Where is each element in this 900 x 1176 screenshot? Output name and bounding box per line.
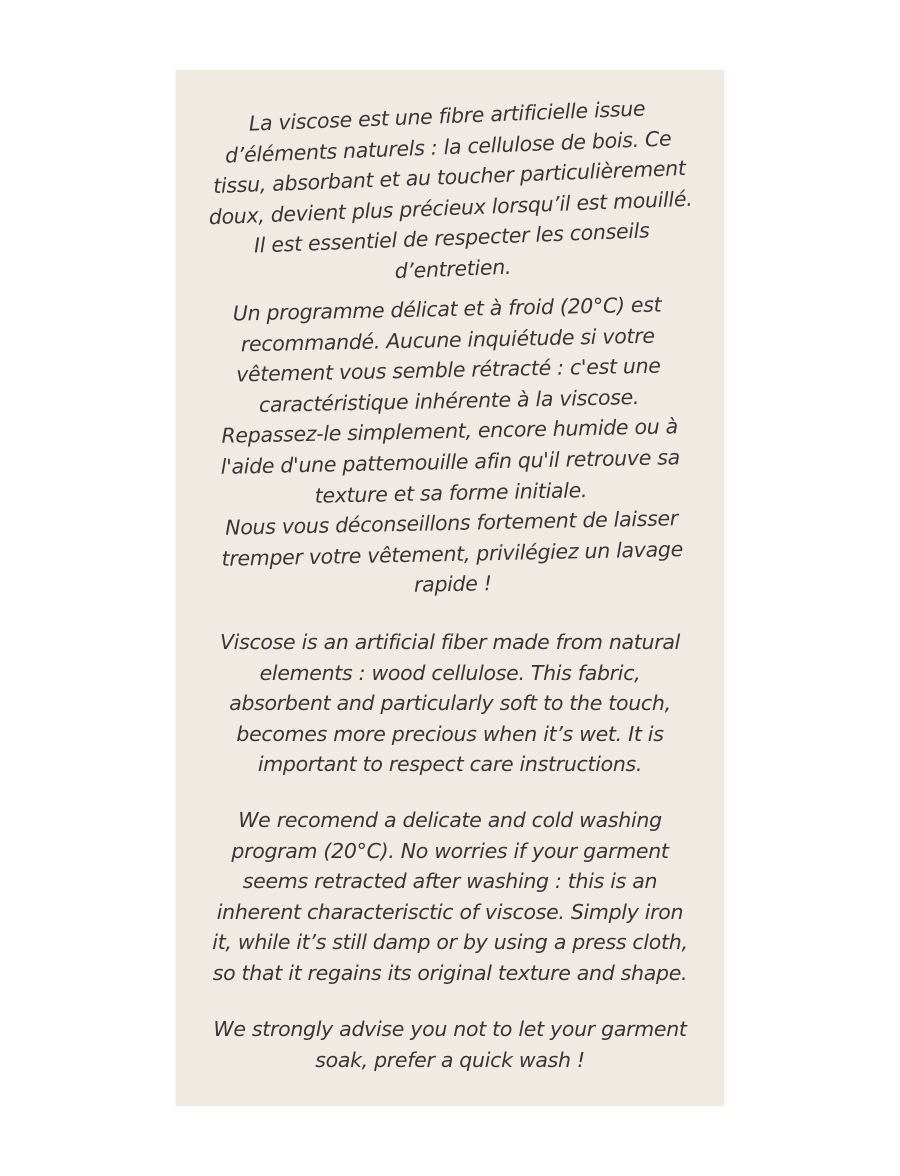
text-line: doux, devient plus précieux lorsqu’il est mouillé. (208, 186, 693, 230)
text-line: program (20°C). No worries if your garment (231, 838, 669, 863)
text-line: becomes more precious when it’s wet. It is (236, 721, 664, 746)
text-line: vêtement vous semble rétracté : c'est une (235, 353, 661, 387)
english-advice-paragraph (196, 1014, 704, 1075)
text-line: texture et sa forme initiale. (314, 477, 588, 508)
text-line: rapide ! (413, 571, 492, 598)
text-line: tremper votre vêtement, privilégiez un lavage (221, 536, 684, 571)
text-line: recommandé. Aucune inquiétude si votre (240, 323, 655, 356)
text-line: We strongly advise you not to let your garment (213, 1017, 687, 1041)
text-line: absorbent and particularly soft to the touch, (229, 691, 671, 716)
text-line: Il est essentiel de respecter les conseils (253, 218, 650, 258)
text-line: caractéristique inhérente à la viscose. (258, 384, 640, 417)
english-intro-paragraph (196, 627, 704, 780)
text-line: elements : wood cellulose. This fabric, (259, 660, 641, 685)
text-line: Repassez-le simplement, encore humide ou à (221, 414, 679, 449)
text-line: Viscose is an artificial fiber made from natural (219, 630, 681, 654)
text-line: Nous vous déconseillons fortement de laisser (225, 506, 679, 540)
text-line: it, while it’s still damp or by using a press cloth, (212, 930, 688, 955)
text-line: We recomend a delicate and cold washing (238, 808, 662, 832)
text-line: important to respect care instructions. (257, 752, 643, 777)
text-line: soak, prefer a quick wash ! (315, 1047, 585, 1072)
text-line: seems retracted after washing : this is an (242, 869, 658, 894)
text-line: tissu, absorbant et au toucher particulièrement (212, 156, 687, 199)
text-line: d’entretien. (394, 254, 512, 284)
text-line: d’éléments naturels : la cellulose de bois. Ce (224, 126, 672, 168)
text-line: inherent characterisctic of viscose. Simply iron (216, 899, 684, 924)
text-line: Un programme délicat et à froid (20°C) est (232, 292, 662, 326)
french-care-paragraph (193, 289, 707, 606)
french-intro-paragraph (193, 91, 708, 294)
english-care-paragraph (196, 805, 704, 989)
text-line: l'aide d'une pattemouille afin qu'il retrouve sa (220, 445, 681, 479)
text-line: so that it regains its original texture and shape. (212, 960, 688, 985)
text-line: La viscose est une fibre artificielle issue (248, 96, 646, 136)
